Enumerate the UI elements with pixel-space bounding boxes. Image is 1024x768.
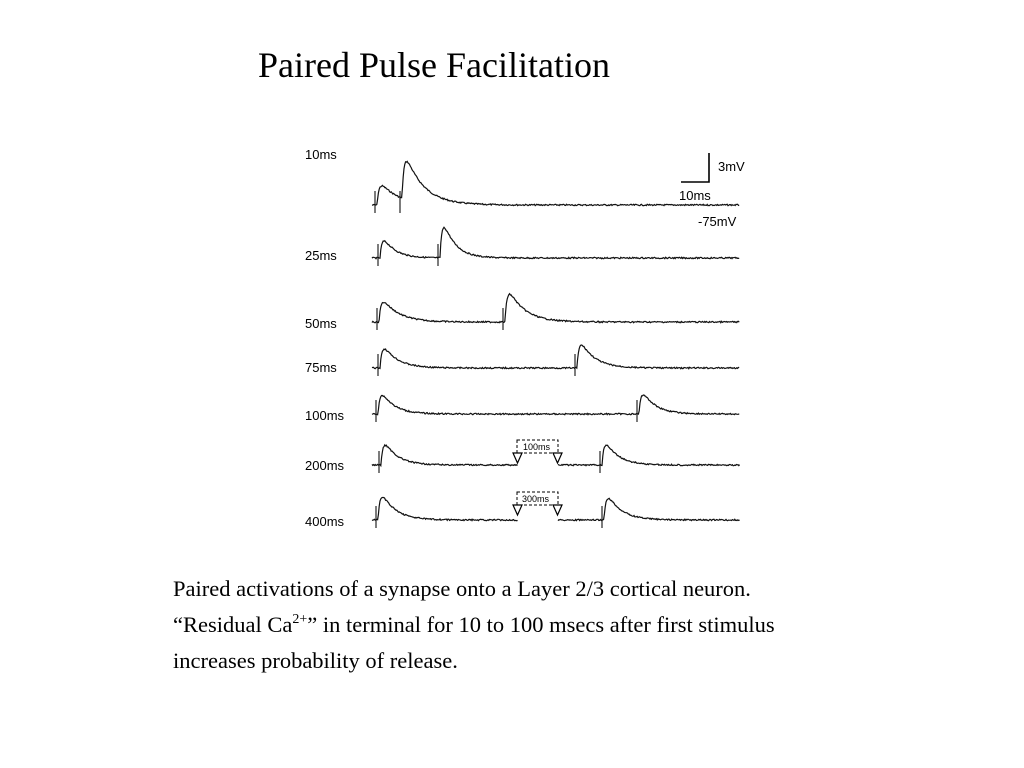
- caption-line-2-start: “Residual Ca: [173, 612, 293, 637]
- trace-label-400ms: 400ms: [305, 514, 345, 529]
- break-triangle-icon: [513, 505, 522, 515]
- scale-bar-voltage: 3mV: [718, 159, 745, 174]
- scale-bar-time: 10ms: [679, 188, 711, 203]
- gap-marker-300ms: [513, 492, 562, 515]
- ppf-recording-figure: [300, 125, 750, 535]
- break-triangle-icon: [553, 505, 562, 515]
- epsp-trace-3: [372, 345, 739, 369]
- gap-marker-100ms: [513, 440, 562, 463]
- caption-line-1: Paired activations of a synapse onto a Layer 2/3 cortical neuron.: [173, 576, 751, 601]
- scale-bar-lines: [681, 153, 709, 182]
- gap-label: 100ms: [523, 442, 551, 452]
- epsp-trace-5: [372, 445, 518, 466]
- epsp-trace-6: [372, 498, 518, 521]
- epsp-trace-5: [558, 445, 740, 466]
- caption-line-2: [173, 607, 973, 643]
- epsp-trace-1: [372, 227, 739, 258]
- trace-label-10ms: 10ms: [305, 147, 337, 162]
- slide-title: Paired Pulse Facilitation: [258, 45, 610, 85]
- gap-label: 300ms: [522, 494, 550, 504]
- trace-label-200ms: 200ms: [305, 458, 345, 473]
- epsp-trace-2: [372, 294, 739, 323]
- trace-label-100ms: 100ms: [305, 408, 345, 423]
- resting-potential-label: -75mV: [698, 214, 737, 229]
- epsp-trace-4: [372, 395, 739, 415]
- epsp-trace-6: [558, 498, 740, 520]
- calcium-charge-superscript: 2+: [292, 612, 308, 627]
- slide-caption: [173, 571, 973, 679]
- scale-bar: [679, 153, 745, 229]
- break-triangle-icon: [553, 453, 562, 463]
- trace-label-25ms: 25ms: [305, 248, 337, 263]
- caption-line-3: increases probability of release.: [173, 648, 458, 673]
- break-triangle-icon: [513, 453, 522, 463]
- trace-label-50ms: 50ms: [305, 316, 337, 331]
- trace-label-75ms: 75ms: [305, 360, 337, 375]
- epsp-traces: [372, 161, 740, 528]
- caption-line-2-end: ” in terminal for 10 to 100 msecs after first stimulus: [307, 612, 775, 637]
- ppf-traces-svg: [300, 125, 750, 535]
